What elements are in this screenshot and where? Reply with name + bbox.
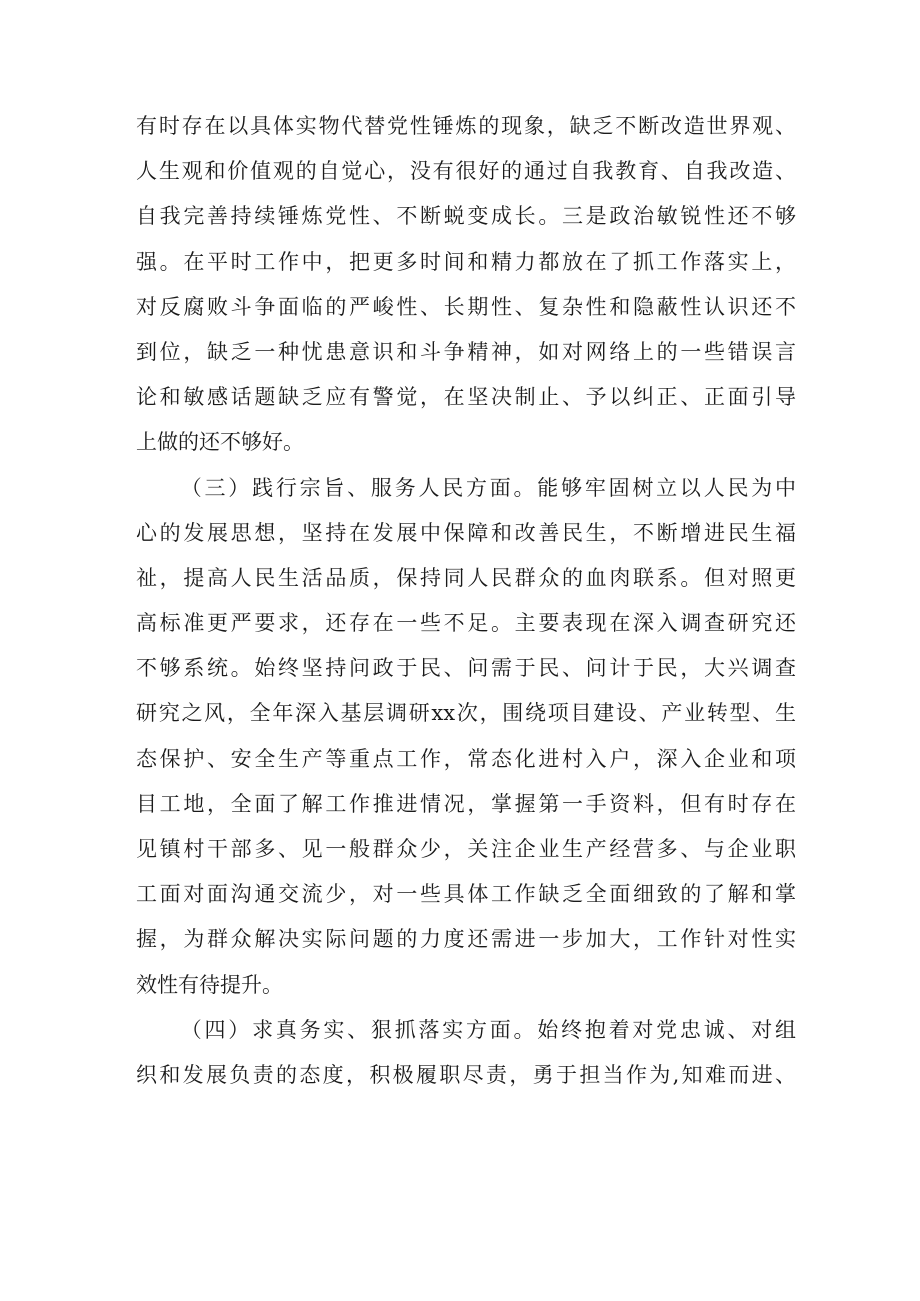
text-line: 祉，提高人民生活品质，保持同人民群众的血肉联系。但对照更 [136,565,796,590]
text-line: 见镇村干部多、见一般群众少，关注企业生产经营多、与企业职 [136,837,796,861]
text-line: 人生观和价值观的自觉心，没有很好的通过自我教育、自我改造、 [136,159,796,184]
text-line: 强。在平时工作中，把更多时间和精力都放在了抓工作落实上， [136,249,796,274]
body-text [136,104,796,1098]
paragraph-first-line [136,1008,796,1053]
text-line: 对反腐败斗争面临的严峻性、长期性、复杂性和隐蔽性认识还不 [136,294,796,319]
text-line: 高标准更严要求，还存在一些不足。主要表现在深入调查研究还 [136,611,796,636]
text-line: 自我完善持续锤炼党性、不断蜕变成长。三是政治敏锐性还不够 [136,204,796,229]
text-line: 研究之风，全年深入基层调研xx次，围绕项目建设、产业转型、生 [136,701,796,726]
paragraph-first-line [136,466,796,511]
text-line: 上做的还不够好。 [136,430,304,455]
text-line-content: （四）求真务实、狠抓落实方面。始终抱着对党忠诚、对组 [178,1017,796,1042]
text-line: 效性有待提升。 [136,972,283,997]
text-line: 到位，缺乏一种忧患意识和斗争精神，如对网络上的一些错误言 [136,339,796,364]
text-line: 不够系统。始终坚持问政于民、问需于民、问计于民，大兴调查 [136,656,796,681]
text-line: 目工地，全面了解工作推进情况，掌握第一手资料，但有时存在 [136,791,796,816]
text-line: 工面对面沟通交流少，对一些具体工作缺乏全面细致的了解和掌 [136,882,796,907]
text-line: 心的发展思想，坚持在发展中保障和改善民生，不断增进民生福 [136,520,796,545]
text-line: 握，为群众解决实际问题的力度还需进一步加大，工作针对性实 [136,927,796,952]
text-line: 织和发展负责的态度，积极履职尽责，勇于担当作为,知难而进、 [136,1062,796,1087]
text-line: 有时存在以具体实物代替党性锤炼的现象，缺乏不断改造世界观、 [136,114,796,138]
text-line: 态保护、安全生产等重点工作，常态化进村入户，深入企业和项 [136,746,796,771]
text-line: 论和敏感话题缺乏应有警觉，在坚决制止、予以纠正、正面引导 [136,385,796,410]
text-line-content: （三）践行宗旨、服务人民方面。能够牢固树立以人民为中 [178,475,796,500]
